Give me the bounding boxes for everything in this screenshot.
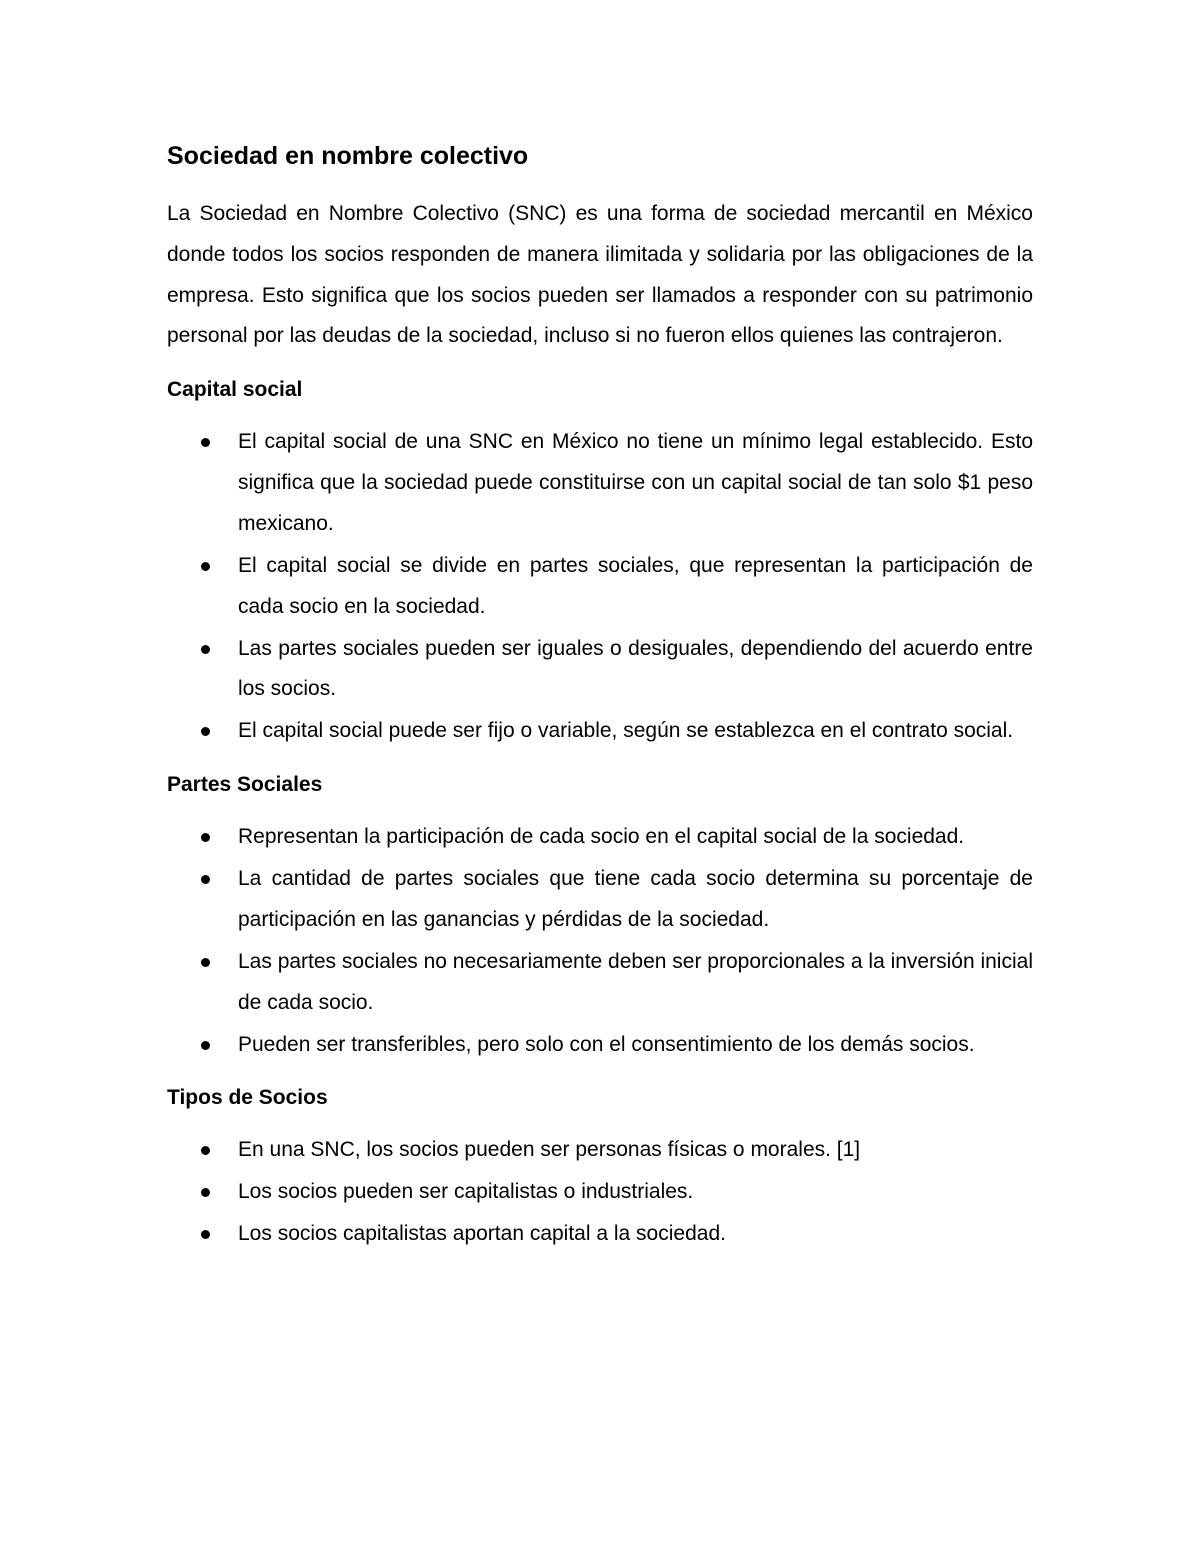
document-title: Sociedad en nombre colectivo <box>167 142 529 170</box>
bullet-icon <box>201 833 210 842</box>
list-item-text: El capital social se divide en partes sociales, que representan la participación de cada socio en la sociedad. <box>238 553 1033 618</box>
list-item <box>167 711 1033 752</box>
list-item-text: Las partes sociales no necesariamente deben ser proporcionales a la inversión inicial de cada socio. <box>238 949 1033 1014</box>
list-item-text: Los socios capitalistas aportan capital a la sociedad. <box>238 1222 726 1246</box>
list-item-text: La cantidad de partes sociales que tiene cada socio determina su porcentaje de participación en las ganancias y pérdidas de la sociedad. <box>238 867 1033 931</box>
section-heading: Partes Sociales <box>167 773 323 797</box>
bullet-icon <box>201 727 210 736</box>
bullet-icon <box>201 438 210 447</box>
list-item <box>167 1130 1033 1171</box>
section-heading: Capital social <box>167 378 303 402</box>
bullet-icon <box>201 1041 210 1050</box>
bullet-list <box>167 1130 1033 1255</box>
list-item-text: El capital social puede ser fijo o variable, según se establezca en el contrato social. <box>238 719 1014 743</box>
list-item <box>167 546 1033 628</box>
section-heading: Tipos de Socios <box>167 1086 328 1110</box>
bullet-icon <box>201 1230 210 1239</box>
list-item-text: Pueden ser transferibles, pero solo con el consentimiento de los demás socios. <box>238 1032 975 1056</box>
list-item-text: En una SNC, los socios pueden ser personas físicas o morales. [1] <box>238 1138 861 1162</box>
list-item-text: Los socios pueden ser capitalistas o industriales. <box>238 1180 694 1204</box>
bullet-icon <box>201 645 210 654</box>
section-capital-social <box>167 375 1033 752</box>
list-item-text: Las partes sociales pueden ser iguales o desiguales, dependiendo del acuerdo entre los socios. <box>238 636 1033 701</box>
list-item-text: El capital social de una SNC en México no tiene un mínimo legal establecido. Esto significa que la sociedad puede constituirse con un capital social de tan solo $1 peso mexicano. <box>238 430 1033 535</box>
bullet-list <box>167 817 1033 1065</box>
list-item <box>167 1025 1033 1066</box>
list-item <box>167 629 1033 711</box>
document-page <box>167 138 1033 1256</box>
list-item <box>167 422 1033 544</box>
bullet-icon <box>201 1146 210 1155</box>
list-item <box>167 817 1033 858</box>
intro-paragraph: La Sociedad en Nombre Colectivo (SNC) es una forma de sociedad mercantil en México donde todos los socios responden de manera ilimitada y solidaria por las obligaciones de la empresa. Esto significa que los socios pueden ser llamados a responder con su patrimonio personal por las deudas de la sociedad, incluso si no fueron ellos quienes las contrajeron. <box>167 202 1033 348</box>
section-tipos-de-socios <box>167 1083 1033 1255</box>
list-item <box>167 859 1033 941</box>
list-item <box>167 942 1033 1024</box>
section-partes-sociales <box>167 770 1033 1065</box>
list-item <box>167 1172 1033 1213</box>
list-item <box>167 1214 1033 1255</box>
list-item-text: Representan la participación de cada socio en el capital social de la sociedad. <box>238 825 965 849</box>
bullet-icon <box>201 562 210 571</box>
bullet-list <box>167 422 1033 752</box>
bullet-icon <box>201 958 210 967</box>
bullet-icon <box>201 875 210 884</box>
bullet-icon <box>201 1188 210 1197</box>
